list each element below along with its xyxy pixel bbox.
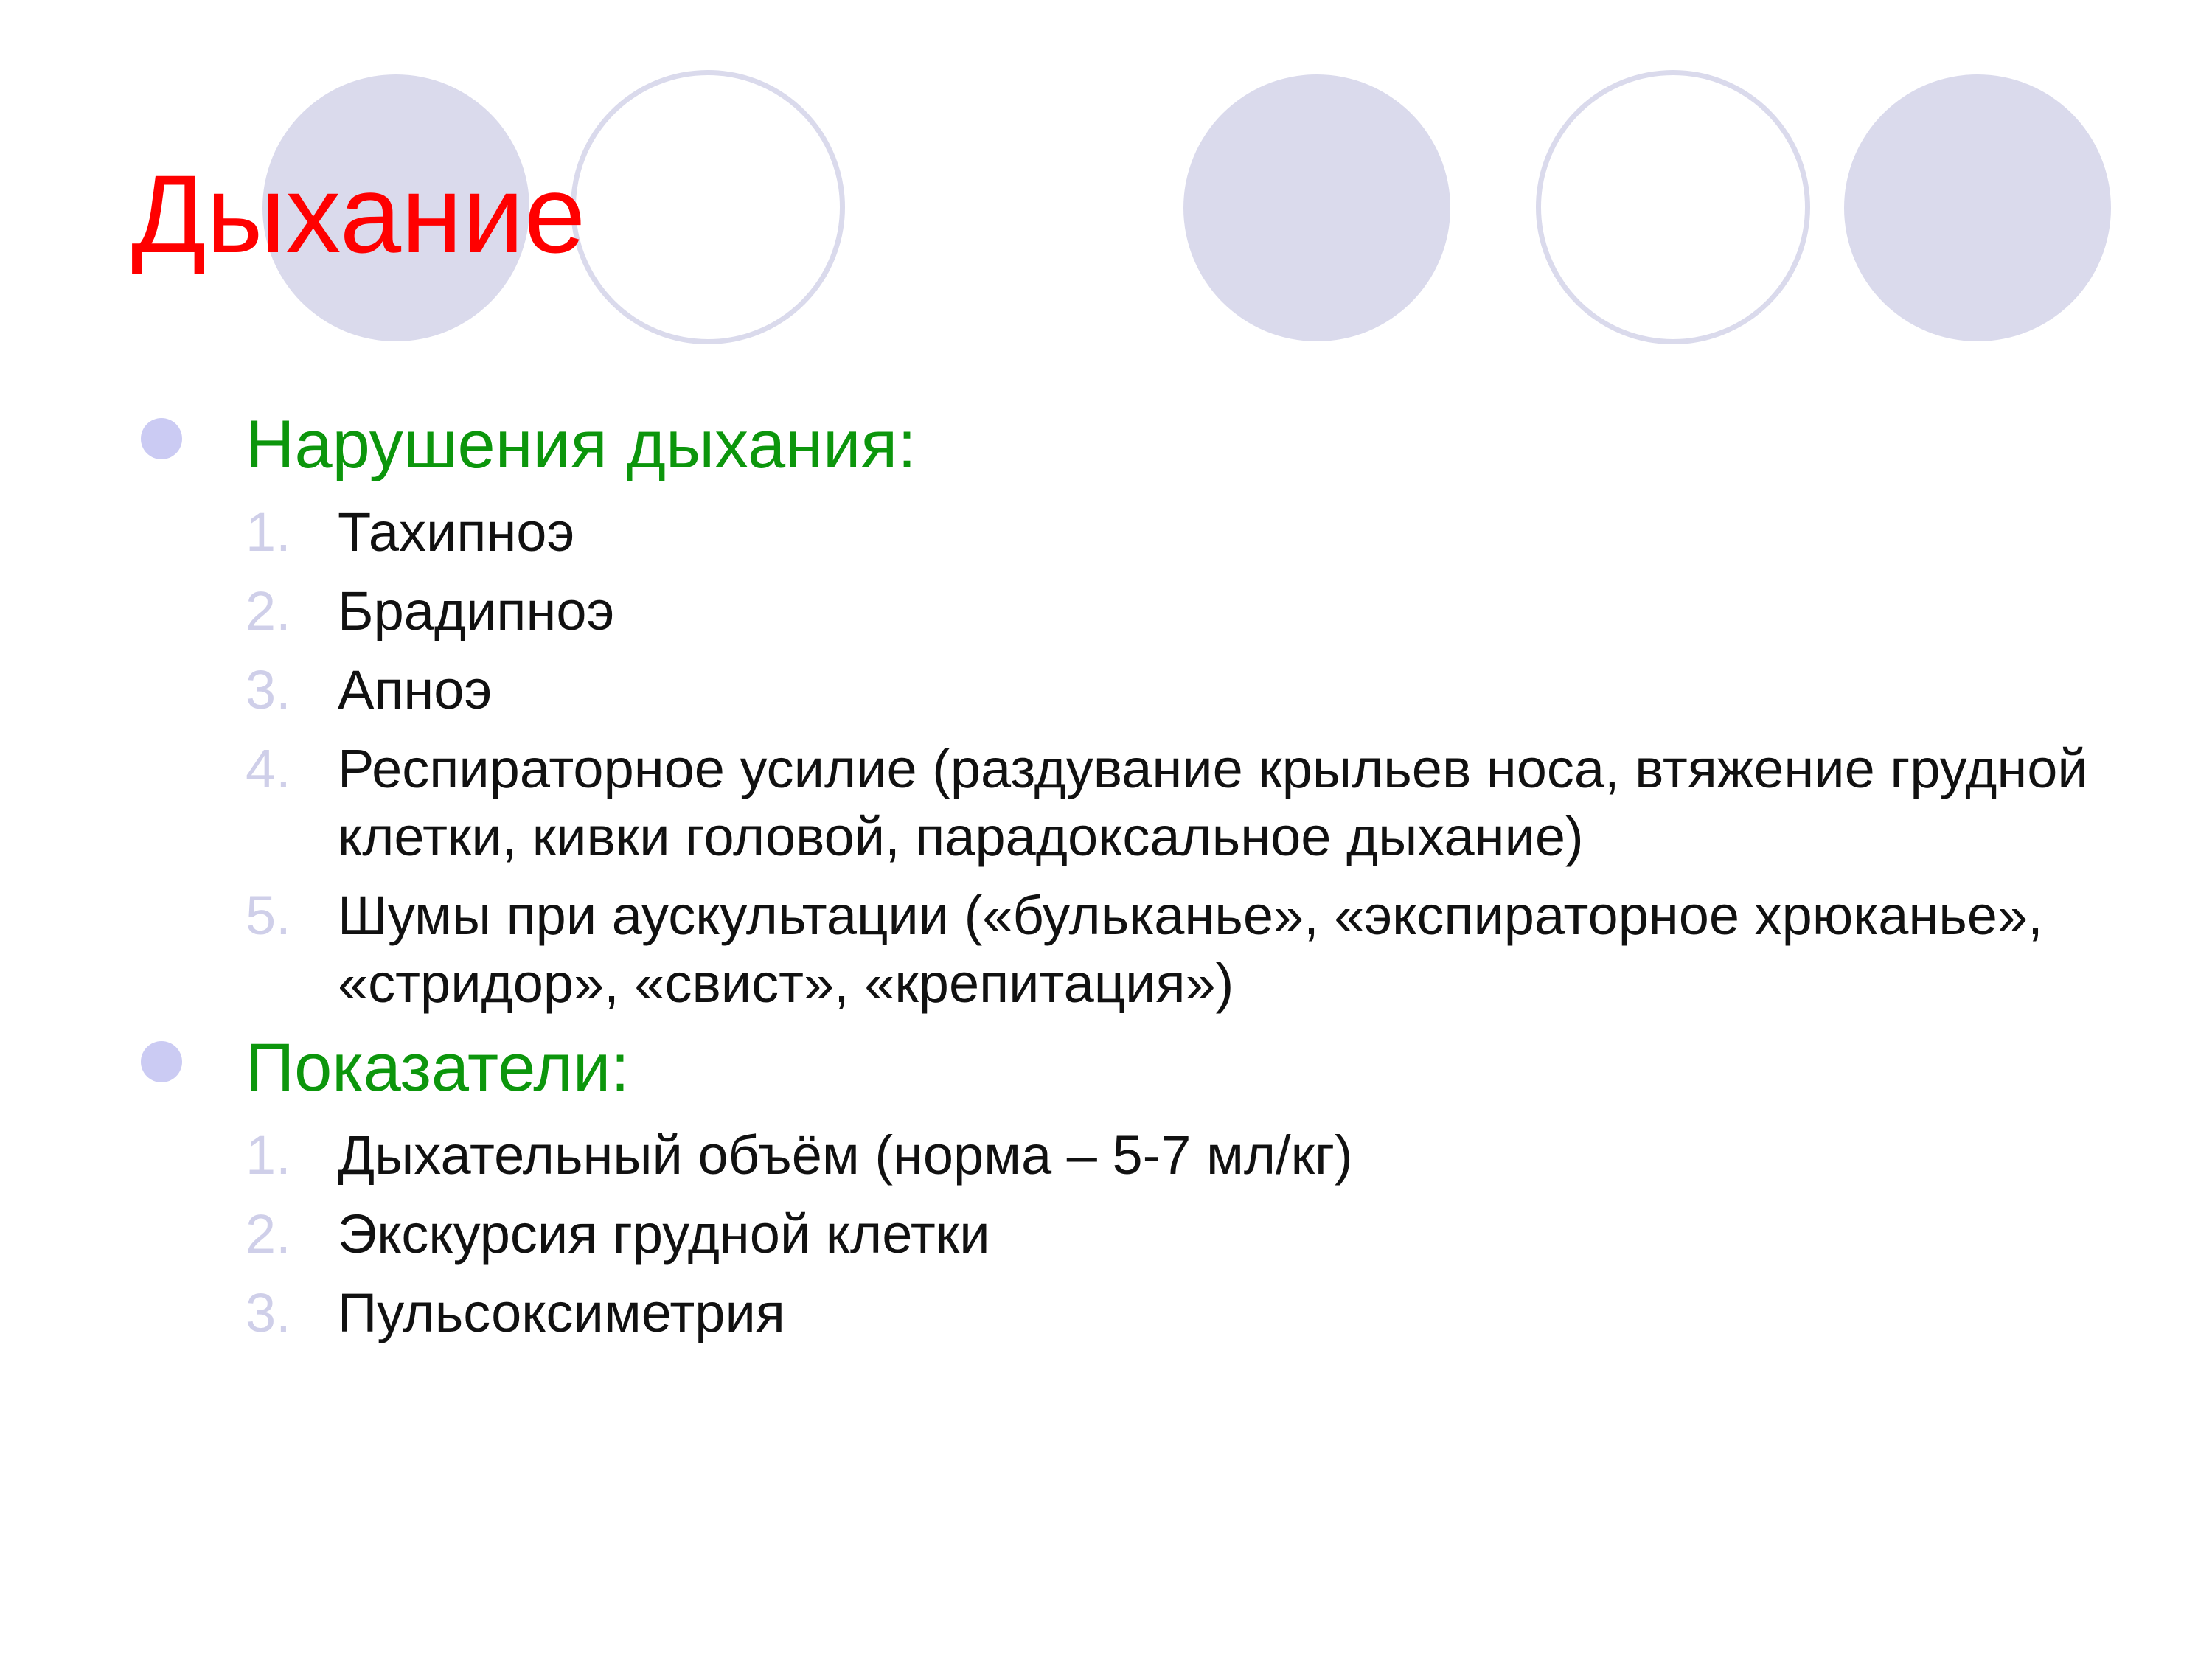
list-item [0,882,2212,1018]
list-item-number: 3. [246,1282,291,1343]
list-item-number: 5. [246,885,291,946]
decor-circle-filled [1844,74,2111,341]
section-indicators [0,1025,2212,1347]
list-item [0,577,2212,645]
numbered-list [0,1121,2212,1347]
list-item-text: Шумы при аускультации («бульканье», «экспираторное хрюканье», «стридор», «свист», «крепитация») [338,885,2043,1014]
list-item [0,1279,2212,1347]
list-item-text: Апноэ [338,659,493,720]
list-item-text: Брадипноэ [338,580,615,641]
list-item [0,735,2212,871]
list-item-number: 1. [246,501,291,563]
list-item [0,1121,2212,1189]
slide-title: Дыхание [131,152,586,276]
list-item-text: Экскурсия грудной клетки [338,1203,990,1265]
section-heading: Показатели: [246,1030,630,1105]
list-item-number: 4. [246,738,291,799]
list-item-text: Пульсоксиметрия [338,1282,785,1343]
list-item [0,498,2212,566]
decor-circle-ring [571,70,845,344]
list-item-number: 2. [246,580,291,641]
section-header [0,402,2212,487]
list-item-number: 2. [246,1203,291,1265]
decor-circle-ring [1536,70,1810,344]
list-item [0,656,2212,724]
list-item [0,1200,2212,1268]
section-header [0,1025,2212,1110]
list-item-number: 1. [246,1124,291,1186]
section-heading: Нарушения дыхания: [246,407,917,482]
bullet-icon [141,418,182,459]
list-item-number: 3. [246,659,291,720]
list-item-text: Респираторное усилие (раздувание крыльев носа, втяжение грудной клетки, кивки головой, парадоксальное дыхание) [338,738,2088,867]
section-breathing-disorders [0,402,2212,1018]
decor-circle-filled [1183,74,1450,341]
bullet-icon [141,1041,182,1082]
list-item-text: Дыхательный объём (норма – 5-7 мл/кг) [338,1124,1353,1186]
numbered-list [0,498,2212,1018]
list-item-text: Тахипноэ [338,501,575,563]
